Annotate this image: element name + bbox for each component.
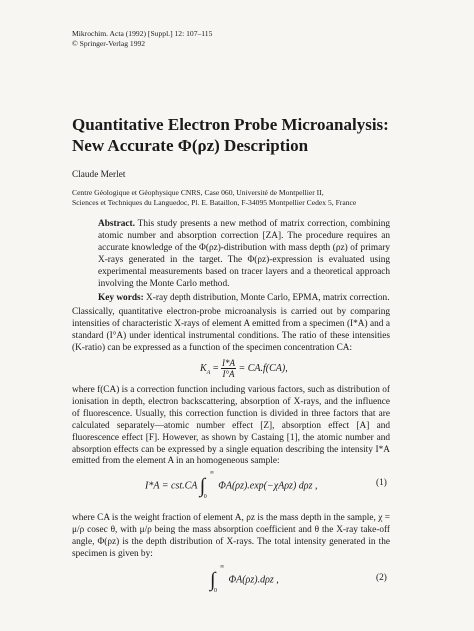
integral-sign: ∫ [210,569,216,591]
equation-1-number: (1) [376,478,387,488]
keywords-label: Key words: [98,293,144,304]
abstract-label: Abstract. [98,219,135,229]
abstract-paragraph [98,219,390,290]
equation-k-ratio: $K_A$ = $\frac{I*A}{I^\circ A}$ = CA.f(CA), [200,358,288,379]
eq1-lhs: I*A = cst.CA [145,480,198,492]
body-paragraph-2 [72,385,390,468]
keywords-paragraph [98,293,390,305]
eq2-upper-limit: ∞ [220,564,225,570]
eq-k-denominator: I°A [222,369,235,379]
eq-k-numerator: I*A [221,358,235,368]
equation-1 [145,470,318,500]
paragraph-text: where f(CA) is a correction function including various factors, such as distribution of ionisation in depth, electron backscattering, absorption of X-rays, and the influence of fluorescence. Usually, this correction function is divided in three factors that are calculated separately—atomic number effect [Z], absorption effect [A] and fluorescence effect [F]. However, as shown by Castaing [1], the atomic number and absorption effects can be expressed by a single equation describing the intensity I*A emitted from the element A in an homogeneous sample: [72,385,390,467]
eq1-upper-limit: ∞ [209,470,214,476]
affiliation-line1: Centre Géologique et Géophysique CNRS, Case 060, Université de Montpellier II, [72,188,324,197]
copyright-line: © Springer-Verlag 1992 [72,39,146,48]
body-paragraph-1 [72,307,390,355]
eq-k-lhs: K [200,362,207,374]
body-paragraph-3 [72,513,390,561]
eq1-rhs: ΦA(ρz).exp(−χAρz) dρz , [218,480,318,492]
eq-k-sub: A [206,369,211,376]
eq-k-fraction [221,358,236,379]
paper-title-line2: New Accurate Φ(ρz) Description [72,136,309,155]
eq1-lower-limit: 0 [203,494,207,500]
paper-title-line1: Quantitative Electron Probe Microanalysis: [72,115,389,134]
equation-2 [210,564,279,594]
eq-k-rhs: = CA.f(CA), [238,362,288,374]
equation-2-number: (2) [376,573,387,583]
eq1-integral [199,470,216,500]
eq2-integral [210,564,226,594]
abstract-text: This study presents a new method of matrix correction, combining atomic number and absorption correction [ZA]. The procedure requires an accurate knowledge of the Φ(ρz)-distribution with mass depth (ρz) of primary X-rays generated in the target. The Φ(ρz)-expression is evaluated using experimental measurements based on tracer layers and a theoretical approach involving the Monte Carlo method. [98,219,391,289]
paragraph-text: where CA is the weight fraction of element A, ρz is the mass depth in the sample, χ = μ/ρ cosec θ, with μ/ρ being the mass absorption coefficient and θ the X-ray take-off angle, Φ(ρz) is the depth distribution of X-rays. The total intensity generated in the specimen is given by: [72,513,390,559]
eq2-rhs: ΦA(ρz).dρz , [228,574,279,586]
affiliation-line2: Sciences et Techniques du Languedoc, Pl. E. Bataillon, F-34095 Montpellier Cedex 5, France [72,198,357,207]
keywords-text: X-ray depth distribution, Monte Carlo, EPMA, matrix correction. [146,293,390,304]
journal-citation: Mikrochim. Acta (1992) [Suppl.] 12: 107–115 [72,29,213,38]
eq2-lower-limit: 0 [214,588,217,594]
abstract-block [98,219,390,305]
paragraph-text: Classically, quantitative electron-probe microanalysis is carried out by comparing intensities of characteristic X-rays of element A emitted from a specimen (I*A) and a standard (I°A) under identical instrumental conditions. The ratio of these intensities (K-ratio) can be expressed as a function of the specimen concentration CA: [72,307,390,353]
author-name: Claude Merlet [72,170,126,180]
integral-sign: ∫ [199,475,206,497]
